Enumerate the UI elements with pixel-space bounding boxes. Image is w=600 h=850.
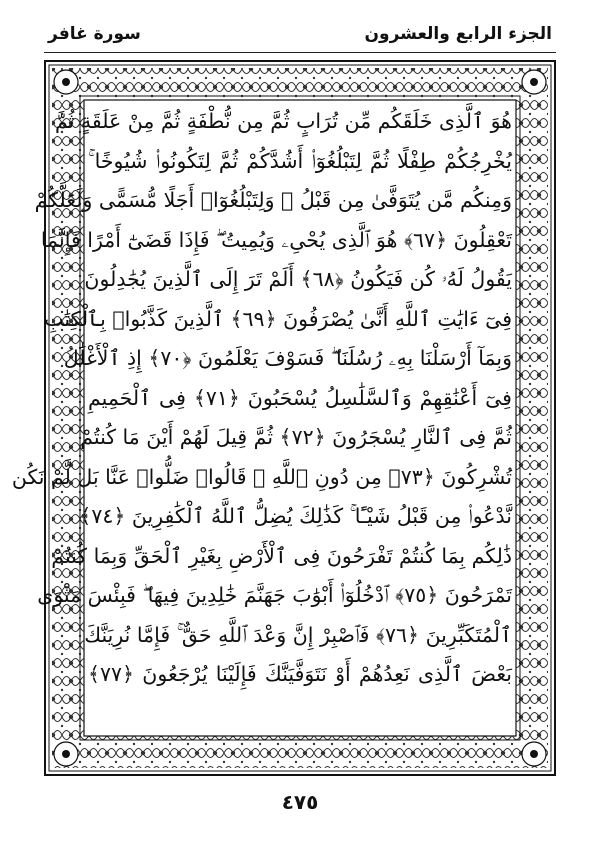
text-line: نَّدْعُوا۟ مِن قَبْلُ شَيْـًٔا ۚ كَذَٰلِكَ يُضِلُّ ٱللَّهُ ٱلْكَٰفِرِينَ ﴿٧٤﴾ bbox=[79, 504, 512, 528]
text-line: يُخْرِجُكُمْ طِفْلًا ثُمَّ لِتَبْلُغُوٓا۟ أَشُدَّكُمْ ثُمَّ لِتَكُونُوا۟ شُيُوخًا ۚ bbox=[88, 148, 512, 173]
text-line: تُشْرِكُونَ ﴿٧٣﴾ مِن دُونِ ٱللَّهِ ۖ قَالُوا۟ ضَلُّوا۟ عَنَّا بَل لَّمْ نَكُن bbox=[11, 464, 512, 489]
text-line: يَقُولُ لَهُۥ كُن فَيَكُونُ ﴿٦٨﴾ أَلَمْ تَرَ إِلَى ٱلَّذِينَ يُجَٰدِلُونَ bbox=[84, 267, 512, 291]
text-line: تَعْقِلُونَ ﴿٦٧﴾ هُوَ ٱلَّذِى يُحْىِۦ وَيُمِيتُ ۖ فَإِذَا قَضَىٰٓ أَمْرًا فَإِنَّمَا bbox=[40, 227, 512, 252]
page-header bbox=[0, 20, 600, 52]
text-line: ذَٰلِكُم بِمَا كُنتُمْ تَفْرَحُونَ فِى ٱلْأَرْضِ بِغَيْرِ ٱلْحَقِّ وَبِمَا كُنتُمْ bbox=[51, 543, 512, 568]
text-line: ثُمَّ فِى ٱلنَّارِ يُسْجَرُونَ ﴿٧٢﴾ ثُمَّ قِيلَ لَهُمْ أَيْنَ مَا كُنتُمْ bbox=[80, 425, 512, 449]
text-line: وَبِمَآ أَرْسَلْنَا بِهِۦ رُسُلَنَا ۖ فَسَوْفَ يَعْلَمُونَ ﴿٧٠﴾ إِذِ ٱلْأَغْلَٰلُ bbox=[63, 346, 512, 370]
text-line: فِىٓ ءَايَٰتِ ٱللَّهِ أَنَّىٰ يُصْرَفُونَ ﴿٦٩﴾ ٱلَّذِينَ كَذَّبُوا۟ بِٱلْكِتَٰبِ bbox=[44, 306, 512, 331]
text-line: فِىٓ أَعْنَٰقِهِمْ وَٱلسَّلَٰسِلُ يُسْحَبُونَ ﴿٧١﴾ فِى ٱلْحَمِيمِ bbox=[88, 385, 512, 410]
surah-name: سورة غافر bbox=[48, 24, 141, 44]
page-number: ٤٧٥ bbox=[281, 790, 319, 814]
text-line: ٱلْمُتَكَبِّرِينَ ﴿٧٦﴾ فَٱصْبِرْ إِنَّ وَعْدَ ٱللَّهِ حَقٌّ ۚ فَإِمَّا نُرِيَنَّكَ bbox=[84, 622, 512, 647]
text-line: وَمِنكُم مَّن يُتَوَفَّىٰ مِن قَبْلُ ۖ وَلِتَبْلُغُوٓا۟ أَجَلًا مُّسَمًّى وَلَعَلَّكُمْ bbox=[34, 188, 512, 212]
juz-name: الجزء الرابع والعشرون bbox=[364, 24, 552, 44]
text-line: بَعْضَ ٱلَّذِى نَعِدُهُمْ أَوْ نَتَوَفَّيَنَّكَ فَإِلَيْنَا يُرْجَعُونَ ﴿٧٧﴾ bbox=[88, 662, 512, 686]
header-divider bbox=[44, 52, 556, 53]
text-line: تَمْرَحُونَ ﴿٧٥﴾ ٱدْخُلُوٓا۟ أَبْوَٰبَ جَهَنَّمَ خَٰلِدِينَ فِيهَا ۖ فَبِئْسَ مَثْوَى bbox=[37, 583, 512, 607]
quran-text-block bbox=[11, 102, 512, 734]
text-line: هُوَ ٱلَّذِى خَلَقَكُم مِّن تُرَابٍ ثُمَّ مِن نُّطْفَةٍ ثُمَّ مِنْ عَلَقَةٍ ثُمَّ bbox=[54, 109, 512, 133]
